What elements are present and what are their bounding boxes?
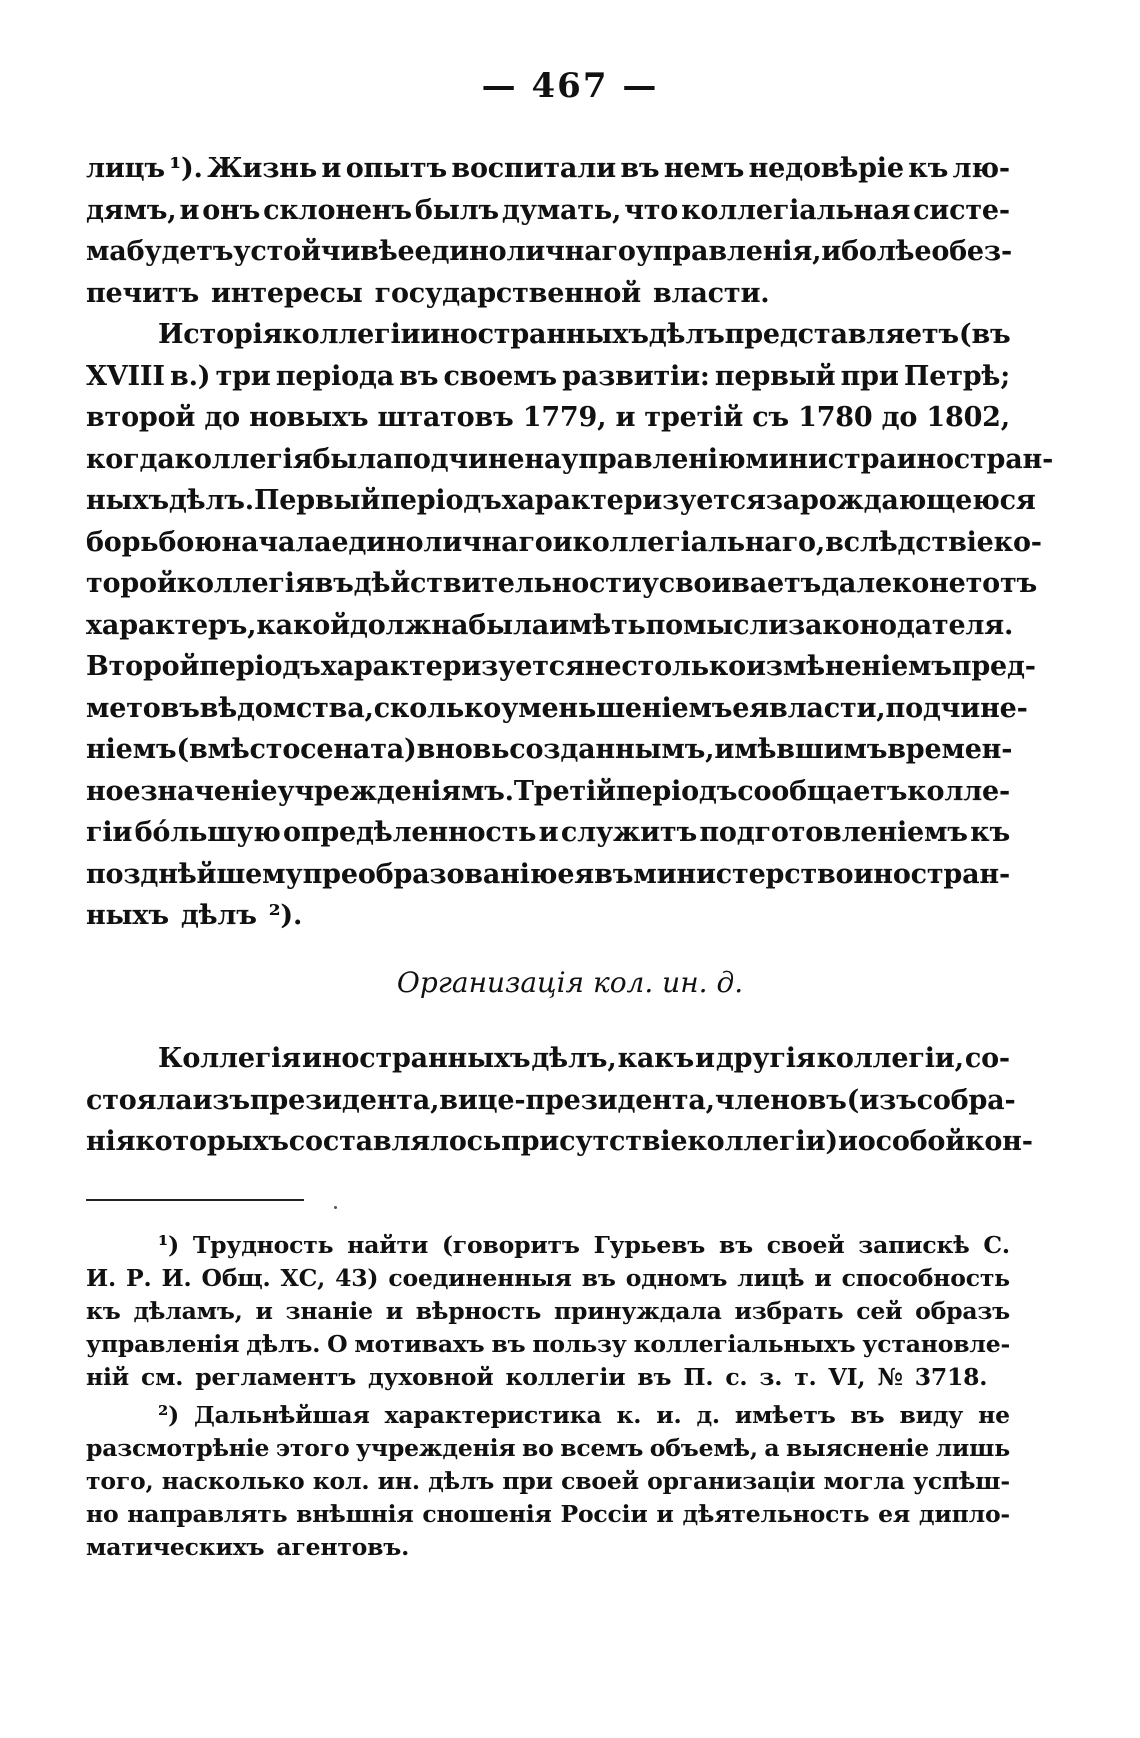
footnote-line: управленія дѣлъ. О мотивахъ въ пользу коллегіальныхъ установле-: [86, 1330, 1010, 1358]
section-heading: Организація кол. ин. д.: [396, 966, 744, 999]
paragraph-line: второй до новыхъ штатовъ 1779, и третій съ 1780 до 1802,: [86, 402, 1010, 433]
paragraph-1: [86, 148, 1010, 314]
paragraph-line: позднѣйшему преобразованію ея въ министерство иностран-: [86, 858, 1010, 890]
paragraph-line: гіи бóльшую опредѣленность и служитъ подготовленіемъ къ: [86, 817, 1010, 848]
footnote-line: разсмотрѣніе этого учрежденія во всемъ объемѣ, а выясненіе лишь: [86, 1434, 1010, 1462]
paragraph-line: дямъ, и онъ склоненъ былъ думать, что коллегіальная систе-: [86, 194, 1010, 226]
paragraph-line: борьбою начала единоличнаго и коллегіальнаго, вслѣдствіе ко-: [86, 526, 1042, 558]
footnote-divider: [86, 1199, 304, 1201]
paragraph-line: стояла изъ президента, вице-президента, членовъ (изъ собра-: [86, 1084, 1016, 1116]
footnote-1: [86, 1229, 1010, 1394]
paragraph-line: метовъ вѣдомства, сколько уменьшеніемъ ея власти, подчине-: [86, 692, 1028, 724]
paragraph-line: ныхъ дѣлъ ²).: [86, 900, 303, 931]
paragraph-line: когда коллегія была подчинена управленію министра иностран-: [86, 443, 1054, 475]
paragraph-line: XVIII в.) три періода въ своемъ развитіи: первый при Петрѣ;: [86, 360, 1010, 392]
paragraph-line: Второй періодъ характеризуется не столько измѣненіемъ пред-: [86, 651, 1036, 682]
page-number: — 467 —: [481, 66, 659, 106]
paragraph-line: лицъ ¹). Жизнь и опытъ воспитали въ немъ недовѣріе къ лю-: [86, 153, 1010, 184]
footnote-line: ²) Дальнѣйшая характеристика к. и. д. имѣетъ въ виду не: [158, 1401, 1010, 1429]
footnote-line: ній см. регламентъ духовной коллегіи въ П. с. з. т. VI, № 3718.: [86, 1363, 988, 1391]
paragraph-line: нія которыхъ составлялось присутствіе коллегіи) и особой кон-: [86, 1126, 1033, 1157]
paragraph-line: Исторія коллегіи иностранныхъ дѣлъ представляетъ (въ: [158, 319, 1011, 350]
paragraph-3: [86, 1038, 1033, 1163]
scan-speck: [334, 1206, 337, 1209]
paragraph-line: характеръ, какой должна была имѣть по мысли законодателя.: [86, 609, 1014, 641]
footnote-line: къ дѣламъ, и знаніе и вѣрность принуждала избрать сей образъ: [86, 1297, 1010, 1325]
paragraph-line: ніемъ (вмѣсто сената) вновь созданнымъ, имѣвшимъ времен-: [86, 734, 1013, 765]
paragraph-line: Коллегія иностранныхъ дѣлъ, какъ и другія коллегіи, со-: [158, 1043, 1010, 1074]
paragraph-line: печитъ интересы государственной власти.: [86, 277, 770, 309]
paragraph-line: ма будетъ устойчивѣе единоличнаго управленія, и болѣе обез-: [86, 236, 1012, 267]
paragraph-line: ное значеніе учрежденіямъ. Третій періодъ сообщаетъ колле-: [86, 775, 1011, 807]
footnote-line: матическихъ агентовъ.: [86, 1533, 410, 1561]
paragraph-line: ныхъ дѣлъ. Первый періодъ характеризуется зарождающеюся: [86, 485, 1036, 516]
footnote-2: [86, 1399, 1010, 1564]
footnote-line: того, насколько кол. ин. дѣлъ при своей организаціи могла успѣш-: [86, 1467, 1010, 1495]
paragraph-line: торой коллегія въ дѣйствительности усвоиваетъ далеко не тотъ: [86, 568, 1038, 599]
footnote-line: И. Р. И. Общ. ХС, 43) соединенныя въ одномъ лицѣ и способность: [86, 1264, 1010, 1292]
footnote-line: ¹) Трудность найти (говоритъ Гурьевъ въ своей запискѣ С.: [158, 1231, 1010, 1259]
footnote-line: но направлять внѣшнія сношенія Россіи и дѣятельность ея дипло-: [86, 1500, 1010, 1528]
paragraph-2: [86, 314, 1054, 937]
